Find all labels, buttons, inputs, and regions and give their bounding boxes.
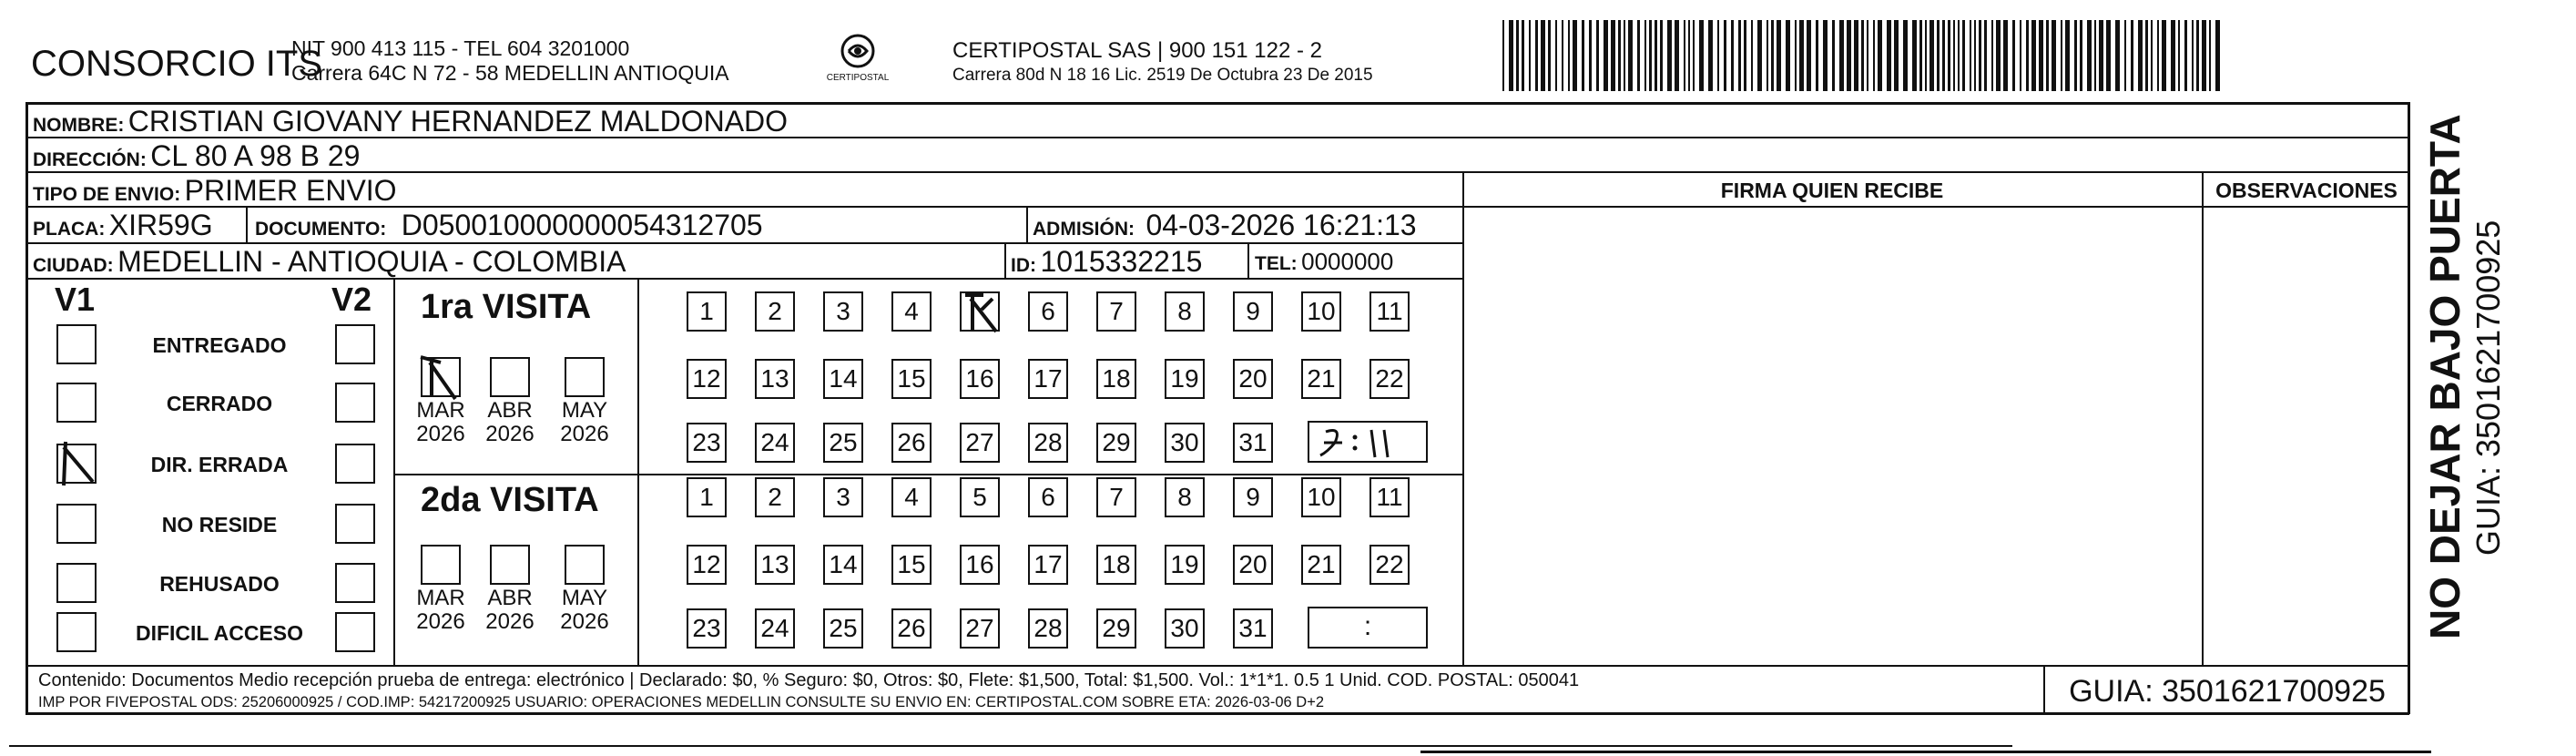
id-label: ID: <box>1011 255 1036 276</box>
barcode-bar <box>1873 20 1875 91</box>
day-box[interactable]: 24 <box>755 608 795 649</box>
tipo-row <box>33 174 397 208</box>
month-label <box>555 399 614 447</box>
day-box[interactable]: 25 <box>823 423 863 463</box>
barcode-bar <box>2202 20 2206 91</box>
month-checkbox-may[interactable] <box>565 545 605 585</box>
ciudad-value: MEDELLIN - ANTIOQUIA - COLOMBIA <box>117 245 626 278</box>
barcode-bar <box>1807 20 1811 91</box>
v1-status-checkbox[interactable] <box>56 504 97 544</box>
day-box[interactable]: 25 <box>823 608 863 649</box>
barcode-bar <box>1958 20 1960 91</box>
barcode-bar <box>2052 20 2056 91</box>
barcode-bar <box>1847 20 1851 91</box>
barcode-bar <box>2162 20 2166 91</box>
v2-status-checkbox[interactable] <box>335 563 375 603</box>
barcode-bar <box>1535 20 1538 91</box>
barcode-bar <box>2196 20 2199 91</box>
day-box[interactable]: 7 <box>1096 477 1136 517</box>
second-visit-time-box[interactable]: : <box>1308 607 1428 649</box>
v1-header: V1 <box>55 281 96 318</box>
barcode-bar <box>1522 20 1524 91</box>
barcode-bar <box>1816 20 1818 91</box>
company-name: CONSORCIO ITS <box>31 44 323 84</box>
barcode-bar <box>1777 20 1781 91</box>
v2-status-checkbox[interactable] <box>335 324 375 364</box>
barcode-bar <box>1509 20 1513 91</box>
day-box[interactable]: 1 <box>687 477 727 517</box>
tipo-label: TIPO DE ENVIO: <box>33 184 181 205</box>
day-box[interactable]: 10 <box>1301 291 1341 332</box>
barcode-bar <box>2020 20 2021 91</box>
barcode-bar <box>1894 20 1899 91</box>
day-box[interactable]: 2 <box>755 291 795 332</box>
barcode-bar <box>1655 20 1657 91</box>
day-box[interactable]: 22 <box>1369 545 1410 585</box>
placa-value: XIR59G <box>108 209 213 241</box>
second-visit-title: 2da VISITA <box>421 481 599 519</box>
barcode-bar <box>1548 20 1551 91</box>
first-visit-time-box[interactable] <box>1308 421 1428 463</box>
month-checkbox-abr[interactable] <box>490 545 530 585</box>
barcode-bar <box>2131 20 2133 91</box>
day-box[interactable] <box>960 291 1000 332</box>
barcode-bar <box>1649 20 1652 91</box>
month-year: 2026 <box>485 422 535 447</box>
day-box[interactable]: 26 <box>891 423 932 463</box>
barcode-bar <box>1618 20 1621 91</box>
month-name: ABR <box>487 398 533 423</box>
barcode-bar <box>1861 20 1864 91</box>
day-box[interactable]: 21 <box>1301 359 1341 399</box>
barcode-bar <box>2003 20 2008 91</box>
placa-field <box>33 209 213 242</box>
barcode-bar <box>2094 20 2096 91</box>
check-mark-icon <box>962 293 998 330</box>
barcode-bar <box>2209 20 2211 91</box>
day-box[interactable]: 31 <box>1233 608 1273 649</box>
barcode-bar <box>1878 20 1882 91</box>
barcode-bar <box>1684 20 1685 91</box>
barcode-bar <box>1839 20 1844 91</box>
barcode-bar <box>1502 20 1504 91</box>
imp-line: IMP POR FIVEPOSTAL ODS: 25206000925 / COD.IMP: 54217200925 USUARIO: OPERACIONES MEDELLIN CONSULTE SU ENVIO EN: CERTIPOSTAL.COM SOBRE ETA: 2026-03-06 D+2 <box>38 694 1325 710</box>
day-box[interactable]: 16 <box>960 359 1000 399</box>
documento-value: D050010000000054312705 <box>401 209 763 241</box>
day-box[interactable]: 20 <box>1233 359 1273 399</box>
barcode-bar <box>1984 20 1987 91</box>
nombre-label: NOMBRE: <box>33 115 125 136</box>
barcode-bar <box>1974 20 1976 91</box>
month-label <box>555 587 614 635</box>
barcode-bar <box>1832 20 1835 91</box>
barcode-bar <box>1991 20 1993 91</box>
id-value: 1015332215 <box>1040 245 1203 278</box>
month-name: MAY <box>561 586 608 610</box>
barcode-bar <box>1688 20 1690 91</box>
barcode-bar <box>1589 20 1592 91</box>
day-box[interactable]: 27 <box>960 608 1000 649</box>
barcode-bar <box>1724 20 1726 91</box>
admision-label: ADMISIÓN: <box>1033 219 1135 240</box>
barcode-bar <box>1751 20 1753 91</box>
side-guia: GUIA: 3501621700925 <box>2469 220 2507 556</box>
barcode-bar <box>1823 20 1828 91</box>
company-address: Carrera 64C N 72 - 58 MEDELLIN ANTIOQUIA <box>291 61 729 85</box>
day-box[interactable]: 19 <box>1165 359 1205 399</box>
day-box[interactable]: 21 <box>1301 545 1341 585</box>
barcode-bar <box>1903 20 1908 91</box>
barcode-bar <box>1637 20 1640 91</box>
firma-header: FIRMA QUIEN RECIBE <box>1720 179 1944 202</box>
barcode-bar <box>1541 20 1545 91</box>
barcode-bar <box>1717 20 1719 91</box>
barcode-bar <box>1582 20 1584 91</box>
barcode-bar <box>2124 20 2126 91</box>
check-mark-icon <box>423 359 459 395</box>
company-nit: NIT 900 413 115 - TEL 604 3201000 <box>291 36 630 60</box>
day-box[interactable]: 20 <box>1233 545 1273 585</box>
barcode-bar <box>1919 20 1922 91</box>
month-year: 2026 <box>416 422 465 447</box>
barcode-bar <box>2074 20 2077 91</box>
contenido-line: Contenido: Documentos Medio recepción prueba de entrega: electrónico | Declarado: $0, % Seguro: $0, Otros: $0, Flete: $1,500, Total: $1,500. Vol.: 1*1*1. 0.5 1 Unid. COD. POSTAL: 050041 <box>38 670 1580 690</box>
barcode-bar <box>2115 20 2120 91</box>
barcode-bar <box>2178 20 2180 91</box>
barcode-bar <box>1611 20 1615 91</box>
barcode-bar <box>1555 20 1557 91</box>
day-box[interactable]: 16 <box>960 545 1000 585</box>
status-label: DIFICIL ACCESO <box>135 621 303 645</box>
ciudad-field <box>33 245 626 279</box>
day-box[interactable]: 8 <box>1165 291 1205 332</box>
barcode-bar <box>1795 20 1797 91</box>
status-label: NO RESIDE <box>161 513 278 536</box>
barcode-bar <box>1693 20 1695 91</box>
barcode-bar <box>2080 20 2082 91</box>
month-name: MAY <box>561 398 608 423</box>
barcode-bar <box>1925 20 1927 91</box>
month-name: ABR <box>487 586 533 610</box>
day-box[interactable]: 18 <box>1096 545 1136 585</box>
month-checkbox-may[interactable] <box>565 357 605 397</box>
barcode-bar <box>2061 20 2062 91</box>
tipo-value: PRIMER ENVIO <box>184 174 397 207</box>
day-box[interactable]: 3 <box>823 291 863 332</box>
tel-label: TEL: <box>1255 253 1298 274</box>
day-box[interactable]: 13 <box>755 545 795 585</box>
barcode-bar <box>1628 20 1633 91</box>
barcode-bar <box>1799 20 1804 91</box>
day-box[interactable]: 30 <box>1165 423 1205 463</box>
tel-value: 0000000 <box>1301 248 1394 275</box>
barcode-bar <box>1675 20 1679 91</box>
barcode-bar <box>1699 20 1704 91</box>
carrier-name: CERTIPOSTAL SAS | 900 151 122 - 2 <box>952 38 1322 63</box>
barcode-bar <box>1942 20 1945 91</box>
logo-text: CERTIPOSTAL <box>826 73 890 83</box>
barcode-bar <box>2065 20 2070 91</box>
observaciones-header: OBSERVACIONES <box>2215 179 2398 202</box>
barcode-bar <box>2031 20 2036 91</box>
day-box[interactable]: 17 <box>1028 545 1068 585</box>
barcode-bar <box>1979 20 1981 91</box>
day-box[interactable]: 27 <box>960 423 1000 463</box>
day-box[interactable]: 17 <box>1028 359 1068 399</box>
barcode-bar <box>2087 20 2092 91</box>
day-box[interactable]: 1 <box>687 291 727 332</box>
admision-value: 04-03-2026 16:21:13 <box>1145 209 1417 241</box>
day-box[interactable]: 19 <box>1165 545 1205 585</box>
v1-status-checkbox[interactable] <box>56 612 97 652</box>
no-dejar-warning: NO DEJAR BAJO PUERTA <box>2421 114 2469 639</box>
month-checkbox-mar[interactable] <box>421 545 461 585</box>
day-box[interactable]: 15 <box>891 359 932 399</box>
barcode-bar <box>2151 20 2153 91</box>
barcode-bar <box>1644 20 1646 91</box>
day-box[interactable]: 28 <box>1028 608 1068 649</box>
month-label <box>481 587 539 635</box>
barcode-bar <box>1786 20 1790 91</box>
month-label <box>412 587 470 635</box>
guia-box: GUIA: 3501621700925 <box>2069 674 2386 709</box>
status-label: REHUSADO <box>159 572 280 596</box>
day-box[interactable]: 4 <box>891 477 932 517</box>
barcode-bar <box>1596 20 1599 91</box>
day-box[interactable]: 31 <box>1233 423 1273 463</box>
barcode-bar <box>2106 20 2111 91</box>
barcode-bar <box>1744 20 1746 91</box>
month-label <box>412 399 470 447</box>
tel-field <box>1255 248 1393 276</box>
v2-status-checkbox[interactable] <box>335 444 375 484</box>
barcode-bar <box>2171 20 2175 91</box>
v1-status-checkbox[interactable] <box>56 444 97 484</box>
barcode-bar <box>2138 20 2143 91</box>
nombre-value: CRISTIAN GIOVANY HERNANDEZ MALDONADO <box>127 105 789 138</box>
v1-status-checkbox[interactable] <box>56 324 97 364</box>
day-box[interactable]: 12 <box>687 545 727 585</box>
day-box[interactable]: 9 <box>1233 291 1273 332</box>
day-box[interactable]: 30 <box>1165 608 1205 649</box>
day-box[interactable]: 7 <box>1096 291 1136 332</box>
barcode-bar <box>2046 20 2049 91</box>
barcode-bar <box>1568 20 1570 91</box>
day-box[interactable]: 10 <box>1301 477 1341 517</box>
barcode-bar <box>1757 20 1762 91</box>
barcode-bar <box>2039 20 2043 91</box>
status-label: DIR. ERRADA <box>150 453 289 476</box>
barcode-bar <box>1529 20 1531 91</box>
day-box[interactable]: 14 <box>823 359 863 399</box>
barcode-bar <box>2099 20 2103 91</box>
barcode-bar <box>2145 20 2148 91</box>
day-box[interactable]: 5 <box>960 477 1000 517</box>
v2-status-checkbox[interactable] <box>335 383 375 423</box>
barcode-bar <box>1738 20 1741 91</box>
day-box[interactable]: 29 <box>1096 423 1136 463</box>
day-box[interactable]: 28 <box>1028 423 1068 463</box>
barcode-bar <box>1887 20 1891 91</box>
barcode-bar <box>2157 20 2159 91</box>
day-box[interactable]: 24 <box>755 423 795 463</box>
day-box[interactable]: 29 <box>1096 608 1136 649</box>
admision-field <box>1033 209 1417 242</box>
month-checkbox-mar[interactable] <box>421 357 461 397</box>
barcode-bar <box>2184 20 2187 91</box>
day-box[interactable]: 6 <box>1028 477 1068 517</box>
day-box[interactable]: 11 <box>1369 291 1410 332</box>
check-mark-icon <box>58 445 95 482</box>
day-box[interactable]: 14 <box>823 545 863 585</box>
v2-header: V2 <box>331 281 372 318</box>
barcode-bar <box>1867 20 1868 91</box>
month-year: 2026 <box>416 609 465 635</box>
v1-status-checkbox[interactable] <box>56 383 97 423</box>
placa-label: PLACA: <box>33 219 106 240</box>
month-year: 2026 <box>485 609 535 635</box>
barcode-bar <box>1604 20 1608 91</box>
direccion-label: DIRECCIÓN: <box>33 149 147 170</box>
v2-status-checkbox[interactable] <box>335 504 375 544</box>
month-year: 2026 <box>560 609 609 635</box>
day-box[interactable]: 22 <box>1369 359 1410 399</box>
barcode-bar <box>1767 20 1768 91</box>
month-label <box>481 399 539 447</box>
barcode-bar <box>2215 20 2220 91</box>
barcode-bar <box>1708 20 1713 91</box>
barcode <box>1502 20 2222 91</box>
barcode-bar <box>1948 20 1950 91</box>
month-checkbox-abr[interactable] <box>490 357 530 397</box>
barcode-bar <box>1562 20 1563 91</box>
v1-status-checkbox[interactable] <box>56 563 97 603</box>
day-box[interactable]: 9 <box>1233 477 1273 517</box>
barcode-bar <box>1667 20 1672 91</box>
v2-status-checkbox[interactable] <box>335 612 375 652</box>
month-year: 2026 <box>560 422 609 447</box>
barcode-bar <box>1970 20 1971 91</box>
status-label: ENTREGADO <box>152 333 287 357</box>
barcode-bar <box>1731 20 1734 91</box>
barcode-bar <box>1929 20 1934 91</box>
direccion-value: CL 80 A 98 B 29 <box>150 139 361 172</box>
day-box[interactable]: 4 <box>891 291 932 332</box>
barcode-bar <box>1854 20 1858 91</box>
barcode-bar <box>1962 20 1965 91</box>
status-label: CERRADO <box>166 392 273 415</box>
barcode-bar <box>2012 20 2015 91</box>
day-box[interactable]: 15 <box>891 545 932 585</box>
barcode-bar <box>1937 20 1940 91</box>
handwritten-time-mark <box>1309 423 1426 461</box>
day-box[interactable]: 6 <box>1028 291 1068 332</box>
barcode-bar <box>1953 20 1955 91</box>
barcode-bar <box>1771 20 1774 91</box>
direccion-row <box>33 139 360 173</box>
first-visit-title: 1ra VISITA <box>421 288 592 326</box>
day-box[interactable]: 2 <box>755 477 795 517</box>
barcode-bar <box>2192 20 2194 91</box>
barcode-bar <box>2026 20 2029 91</box>
day-box[interactable]: 8 <box>1165 477 1205 517</box>
certipostal-logo <box>826 31 890 91</box>
day-box[interactable]: 26 <box>891 608 932 649</box>
id-field <box>1011 245 1202 279</box>
barcode-bar <box>1516 20 1519 91</box>
day-box[interactable]: 23 <box>687 608 727 649</box>
nombre-row <box>33 105 788 138</box>
day-box[interactable]: 12 <box>687 359 727 399</box>
barcode-bar <box>1573 20 1577 91</box>
barcode-bar <box>1996 20 2001 91</box>
barcode-bar <box>1660 20 1663 91</box>
documento-field <box>255 209 763 242</box>
ciudad-label: CIUDAD: <box>33 255 114 276</box>
barcode-bar <box>1912 20 1917 91</box>
day-box[interactable]: 13 <box>755 359 795 399</box>
day-box[interactable]: 23 <box>687 423 727 463</box>
day-box[interactable]: 11 <box>1369 477 1410 517</box>
barcode-bar <box>1624 20 1625 91</box>
documento-label: DOCUMENTO: <box>255 219 387 240</box>
month-name: MAR <box>416 586 465 610</box>
month-name: MAR <box>416 398 465 423</box>
day-box[interactable]: 18 <box>1096 359 1136 399</box>
carrier-address: Carrera 80d N 18 16 Lic. 2519 De Octubra 23 De 2015 <box>952 66 1373 85</box>
day-box[interactable]: 3 <box>823 477 863 517</box>
